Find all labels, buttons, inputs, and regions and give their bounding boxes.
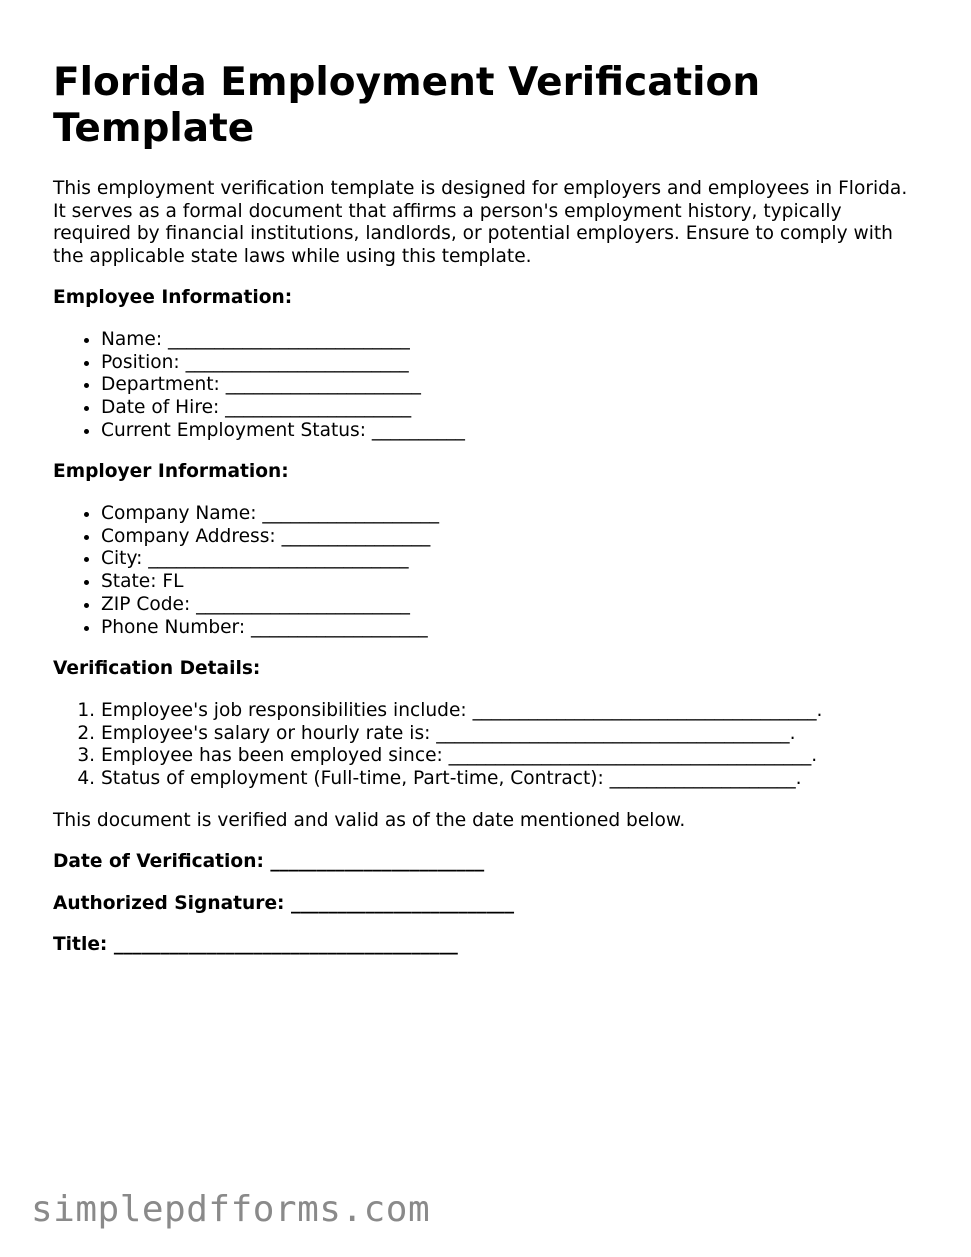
employee-position-item: • Position: ________________________ xyxy=(101,352,913,375)
company-name-item: • Company Name: ___________________ xyxy=(101,503,913,526)
employment-status-item: 4. Status of employment (Full-time, Part-time, Contract): ____________________. xyxy=(101,768,913,791)
page-title: Florida Employment Verification Template xyxy=(53,60,761,151)
employee-info-list xyxy=(53,329,913,443)
intro-paragraph: This employment verification template is designed for employers and employees in Florida. It serves as a formal document that affirms a person's employment history, typically required by financial institutions, landlords, or potential employers. Ensure to comply with the applicable state laws while using this template. xyxy=(53,178,908,267)
employee-department-item: • Department: _____________________ xyxy=(101,374,913,397)
employer-section-heading: Employer Information: xyxy=(53,461,289,483)
city-item: • City: ____________________________ xyxy=(101,548,913,571)
job-responsibilities-item: 1. Employee's job responsibilities include: _____________________________________. xyxy=(101,700,913,723)
company-address-item: • Company Address: ________________ xyxy=(101,526,913,549)
title-line: Title: _____________________________________ xyxy=(53,934,458,956)
zip-code-item: • ZIP Code: _______________________ xyxy=(101,594,913,617)
phone-number-item: • Phone Number: ___________________ xyxy=(101,617,913,640)
site-watermark: simplepdfforms.com xyxy=(31,1189,431,1230)
employee-status-item: • Current Employment Status: __________ xyxy=(101,420,913,443)
authorized-signature-line: Authorized Signature: ________________________ xyxy=(53,892,515,914)
employed-since-item: 3. Employee has been employed since: _______________________________________. xyxy=(101,745,913,768)
validity-note: This document is verified and valid as of the date mentioned below. xyxy=(53,809,686,831)
salary-rate-item: 2. Employee's salary or hourly rate is: ______________________________________. xyxy=(101,723,913,746)
employee-name-item: • Name: __________________________ xyxy=(101,329,913,352)
employer-info-list xyxy=(53,503,913,639)
document-page xyxy=(53,60,913,976)
state-item: • State: FL xyxy=(101,571,913,594)
verification-section-heading: Verification Details: xyxy=(53,658,261,680)
employee-section-heading: Employee Information: xyxy=(53,287,293,309)
employee-hire-date-item: • Date of Hire: ____________________ xyxy=(101,397,913,420)
verification-details-list xyxy=(53,700,913,791)
date-of-verification-line: Date of Verification: _______________________ xyxy=(53,851,485,873)
